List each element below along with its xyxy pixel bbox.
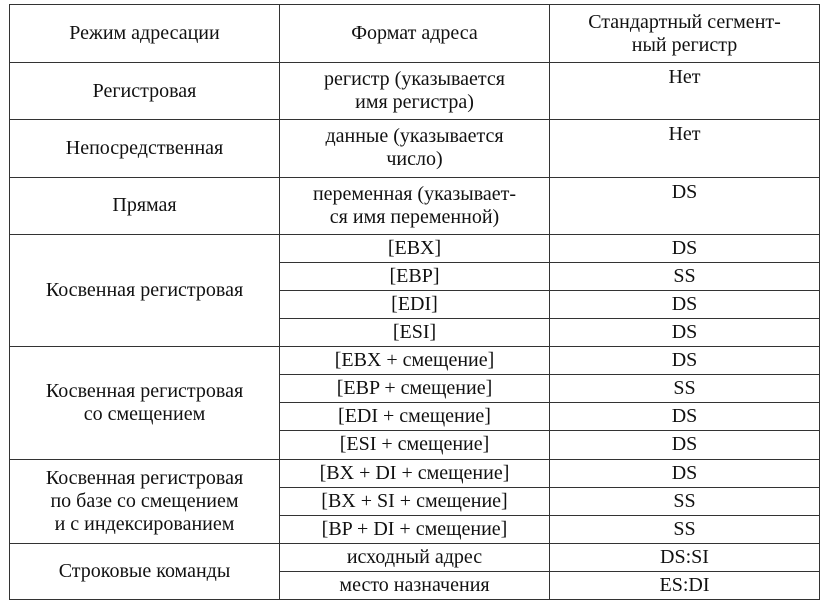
format-value: [BP + DI + смещение] — [321, 517, 508, 540]
header-row — [10, 5, 820, 63]
segment-value: SS — [673, 489, 696, 512]
mode-label: Строковые команды — [58, 559, 231, 582]
segment-value: DS — [671, 321, 698, 344]
format-value: [EDI] — [391, 292, 438, 315]
segment-cell — [550, 120, 820, 177]
segment-cell — [550, 459, 820, 487]
format-cell — [280, 347, 550, 375]
mode-cell — [10, 459, 280, 543]
format-cell — [280, 290, 550, 318]
addressing-modes-table — [9, 4, 820, 600]
format-line: число) — [386, 148, 443, 171]
segment-cell — [550, 515, 820, 543]
header-segment — [550, 5, 820, 63]
segment-cell — [550, 487, 820, 515]
format-value: [BX + DI + смещение] — [319, 461, 510, 484]
mode-label: Непосредственная — [65, 136, 224, 159]
row-string-commands — [10, 543, 820, 571]
format-value: [EDI + смещение] — [338, 405, 491, 428]
row-immediate — [10, 120, 820, 177]
segment-value: SS — [673, 377, 696, 400]
format-value: [ESI + смещение] — [339, 433, 490, 456]
format-cell — [280, 431, 550, 459]
header-format — [280, 5, 550, 63]
format-value: [EBX + смещение] — [334, 349, 495, 372]
format-value: [ESI] — [392, 321, 437, 344]
segment-value: DS — [671, 180, 698, 203]
mode-label: Прямая — [112, 194, 177, 217]
format-cell — [280, 487, 550, 515]
segment-value: DS — [671, 405, 698, 428]
mode-label: Косвенная регистровая — [45, 466, 244, 489]
format-value: [EBP + смещение] — [336, 377, 493, 400]
segment-cell — [550, 262, 820, 290]
format-line: данные (указывается — [325, 125, 504, 148]
segment-value: DS — [671, 433, 698, 456]
header-segment-line2: ный регистр — [631, 33, 738, 56]
format-cell — [280, 515, 550, 543]
format-value: исходный адрес — [346, 545, 483, 568]
segment-value: ES:DI — [659, 573, 710, 596]
format-line: переменная (указывает- — [312, 182, 517, 205]
segment-cell — [550, 319, 820, 347]
format-cell — [280, 120, 550, 177]
format-line: регистр (указывается — [324, 68, 505, 91]
mode-cell — [10, 347, 280, 459]
format-cell — [280, 571, 550, 599]
format-cell — [280, 403, 550, 431]
segment-cell — [550, 234, 820, 262]
segment-cell — [550, 63, 820, 120]
segment-cell — [550, 543, 820, 571]
mode-cell — [10, 543, 280, 599]
mode-cell — [10, 63, 280, 120]
segment-value: DS — [671, 292, 698, 315]
segment-cell — [550, 375, 820, 403]
row-register — [10, 63, 820, 120]
segment-cell — [550, 403, 820, 431]
mode-label: Косвенная регистровая — [45, 379, 244, 402]
segment-cell — [550, 431, 820, 459]
format-cell — [280, 459, 550, 487]
format-cell — [280, 375, 550, 403]
segment-cell — [550, 290, 820, 318]
row-indirect-register — [10, 234, 820, 262]
mode-label: по базе со смещением — [50, 489, 239, 512]
segment-value: DS:SI — [660, 545, 709, 568]
row-indirect-offset — [10, 347, 820, 375]
segment-value: Нет — [668, 123, 701, 146]
format-value: [EBX] — [387, 236, 442, 259]
format-line: ся имя переменной) — [329, 205, 500, 228]
format-cell — [280, 177, 550, 234]
format-value: [BX + SI + смещение] — [321, 489, 508, 512]
format-cell — [280, 319, 550, 347]
segment-value: DS — [671, 461, 698, 484]
header-format-label: Формат адреса — [351, 22, 478, 45]
mode-cell — [10, 177, 280, 234]
header-mode-label: Режим адресации — [69, 22, 220, 45]
segment-cell — [550, 347, 820, 375]
header-mode — [10, 5, 280, 63]
mode-label: Косвенная регистровая — [45, 278, 244, 301]
format-value: место назначения — [339, 573, 490, 596]
segment-value: DS — [671, 349, 698, 372]
segment-value: SS — [673, 517, 696, 540]
segment-value: DS — [671, 236, 698, 259]
segment-cell — [550, 177, 820, 234]
format-cell — [280, 543, 550, 571]
header-segment-line1: Стандартный сегмент- — [588, 10, 781, 33]
segment-value: Нет — [668, 66, 701, 89]
segment-value: SS — [673, 264, 696, 287]
mode-cell — [10, 234, 280, 346]
mode-label: и с индексированием — [54, 512, 235, 535]
row-direct — [10, 177, 820, 234]
format-cell — [280, 234, 550, 262]
row-base-indexed — [10, 459, 820, 487]
mode-label: со смещением — [83, 402, 206, 425]
format-value: [EBP] — [389, 264, 440, 287]
mode-cell — [10, 120, 280, 177]
segment-cell — [550, 571, 820, 599]
mode-label: Регистровая — [92, 79, 197, 102]
format-line: имя регистра) — [355, 91, 474, 114]
format-cell — [280, 63, 550, 120]
format-cell — [280, 262, 550, 290]
